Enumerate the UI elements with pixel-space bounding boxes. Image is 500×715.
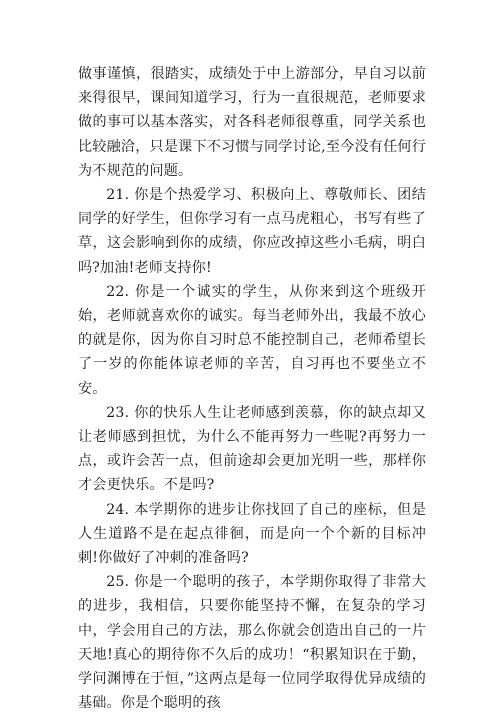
paragraph-21: 21. 你是个热爱学习、积极向上、尊敬师长、团结同学的好学生，但你学习有一点马虎粗心，书写有些了草，这会影响到你的成绩，你应改掉这些小毛病，明白吗?加油!老师支持你!	[78, 187, 426, 276]
paragraph-23: 23. 你的快乐人生让老师感到羡慕，你的缺点却又让老师感到担忧，为什么不能再努力一些呢?再努力一点，或许会苦一点，但前途却会更加光明一些，那样你才会更快乐。不是吗?	[78, 404, 426, 494]
paragraph-1: 做事谨慎，很踏实，成绩处于中上游部分，早自习以前来得很早，课间知道学习，行为一直很规范，老师要求做的事可以基本落实，对各科老师很尊重，同学关系也比较融洽，只是课下不习惯与同学讨论,至今没有任何行为不规范的问题。	[78, 66, 426, 179]
paragraph-22: 22. 你是一个诚实的学生，从你来到这个班级开始，老师就喜欢你的诚实。每当老师外出，我最不放心的就是你，因为你自习时总不能控制自己，老师希望长了一岁的你能体谅老师的辛苦，自习再也不要坐立不安。	[78, 283, 426, 397]
paragraph-25: 25. 你是一个聪明的孩子，本学期你取得了非常大的进步，我相信，只要你能坚持不懈，在复杂的学习中，学会用自己的方法，那么你就会创造出自己的一片天地!真心的期待你不久后的成功！“积累知识在于勤，学问渊博在于恒，”这两点是每一位同学取得优异成绩的基础。你是个聪明的孩	[78, 574, 426, 712]
document-body	[78, 62, 426, 715]
paragraph-24: 24. 本学期你的进步让你找回了自己的座标，但是人生道路不是在起点徘徊，而是向一个个新的目标冲刺!你做好了冲刺的准备吗?	[78, 501, 426, 567]
